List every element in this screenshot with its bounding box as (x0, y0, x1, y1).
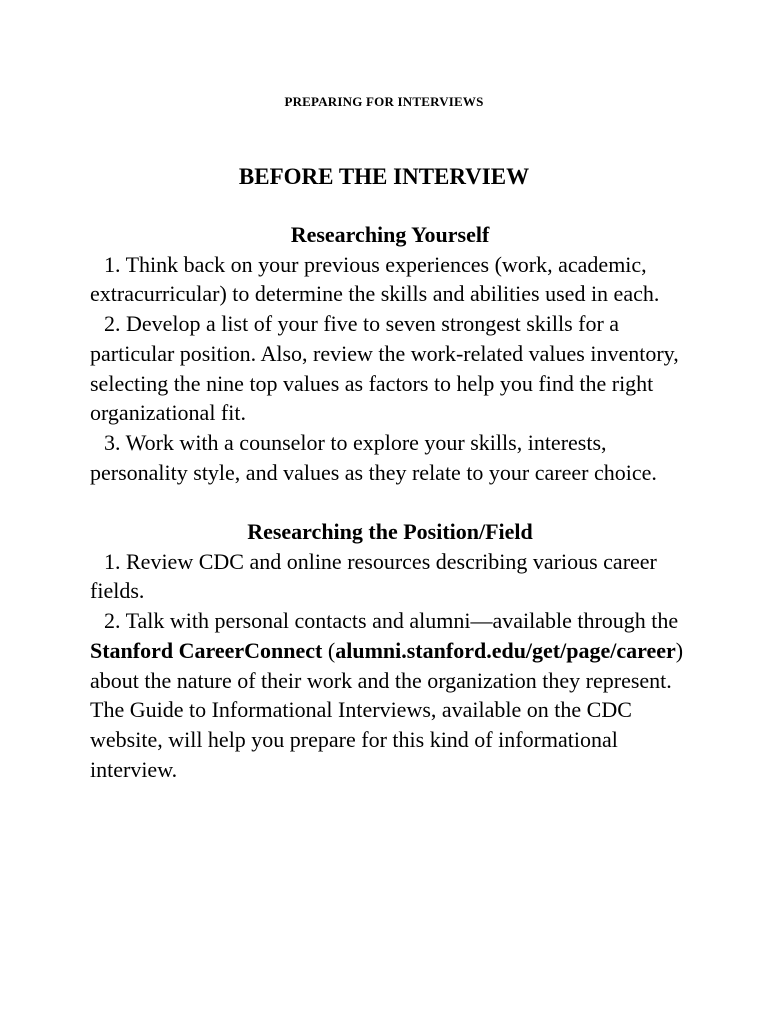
section-title: BEFORE THE INTERVIEW (238, 164, 530, 189)
paragraph-spacer (90, 487, 690, 517)
researching-yourself-heading: Researching Yourself (290, 222, 490, 247)
item-text: ( (322, 637, 336, 663)
list-item: 3. Work with a counselor to explore your skills, interests, personality style, and values as they relate to your career choice. (90, 429, 657, 485)
careerconnect-name: Stanford CareerConnect (90, 637, 323, 663)
list-item: 2. Develop a list of your five to seven strongest skills for a particular position. Also, review the work-related values inventory, selecting the nine top values as factors to help you find the right organizational fit. (90, 311, 679, 426)
list-item: 1. Review CDC and online resources describing various career fields. (90, 548, 657, 604)
document-body (90, 220, 690, 784)
careerconnect-url: alumni.stanford.edu/get/page/career (335, 637, 676, 663)
document-header: PREPARING FOR INTERVIEWS (284, 94, 484, 109)
list-item: 1. Think back on your previous experiences (work, academic, extracurricular) to determine the skills and abilities used in each. (90, 251, 660, 307)
item-text: 2. Talk with personal contacts and alumni—available through the (104, 608, 679, 634)
researching-position-heading: Researching the Position/Field (247, 519, 533, 545)
item-text: ) about the nature of their work and the organization they represent. The Guide to Informational Interviews, available on the CDC website, will help you prepare for this kind of informational interview. (90, 637, 684, 782)
list-item (90, 606, 690, 784)
